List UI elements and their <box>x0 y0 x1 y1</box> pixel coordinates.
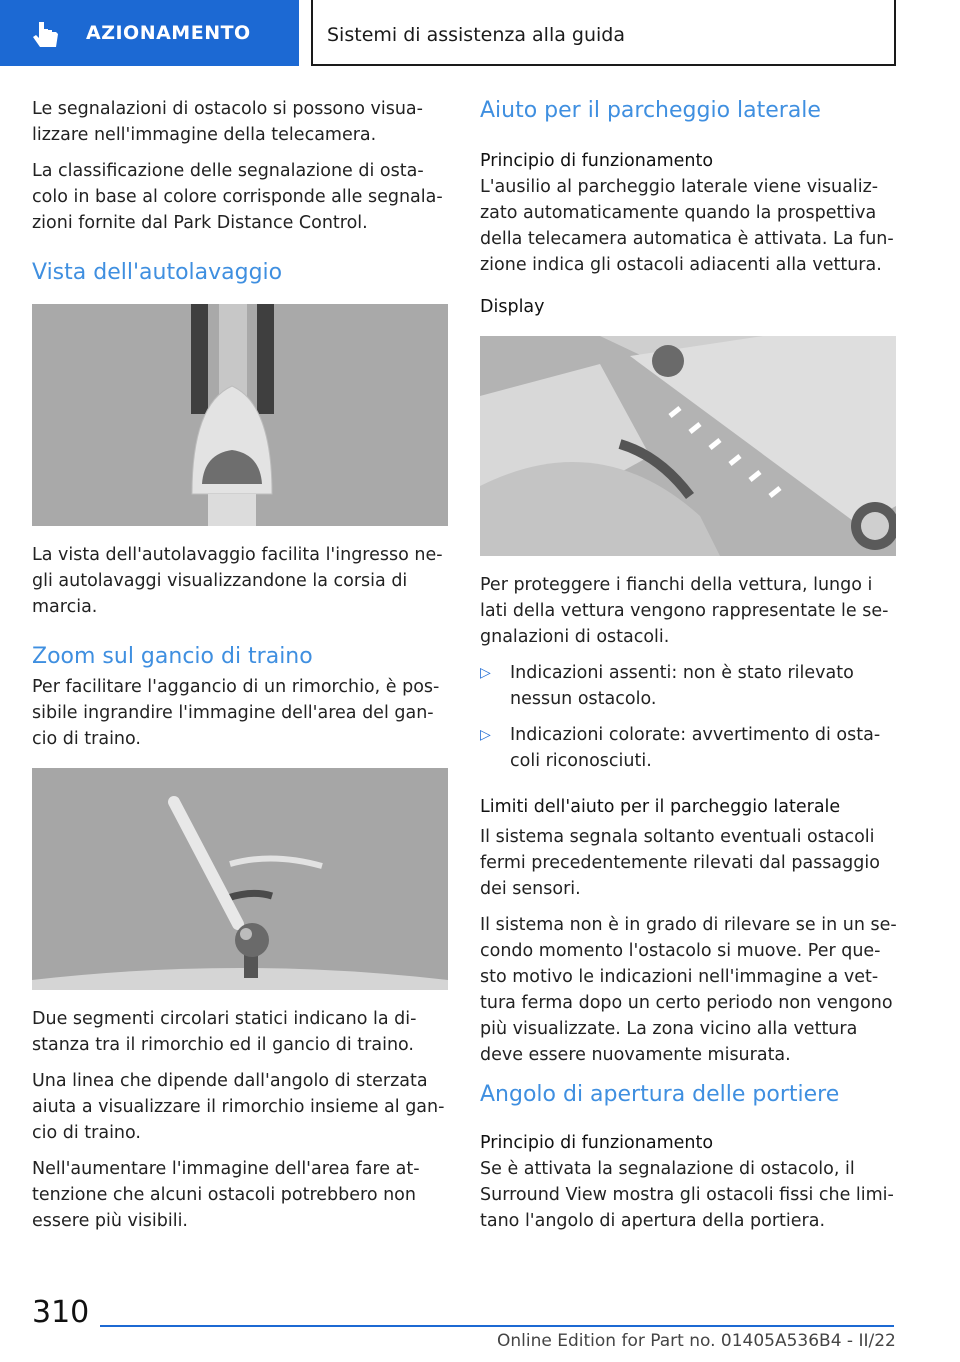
right-column <box>480 96 898 1244</box>
heading-towbar-zoom: Zoom sul gancio di traino <box>32 644 313 669</box>
hand-pointer-icon <box>30 18 64 52</box>
section-tab[interactable] <box>0 0 299 66</box>
footer-divider <box>100 1325 894 1327</box>
paragraph-obstacle-display: Le segnalazioni di ostacolo si possono visua-lizzare nell'immagine della telecamera. <box>32 99 423 145</box>
paragraph-limits-2: Il sistema non è in grado di rilevare se in un se-condo momento l'ostacolo si muove. Per que-sto motivo le indicazioni nell'immagine a vet-tura ferma dopo un certo periodo non vengono più visualizzate. La zona vicino alla vettura deve essere nuovamente misurata. <box>480 915 897 1065</box>
paragraph-towbar-zoom: Per facilitare l'aggancio di un rimorchio, è pos-sibile ingrandire l'immagine dell'area del gan-cio di traino. <box>32 677 440 749</box>
paragraph-steering-line: Una linea che dipende dall'angolo di sterzata aiuta a visualizzare il rimorchio insieme al gan-cio di traino. <box>32 1071 445 1143</box>
list-item <box>480 722 898 774</box>
triangle-bullet-icon: ▷ <box>480 665 491 681</box>
paragraph-limits-1: Il sistema segnala soltanto eventuali ostacoli fermi precedentemente rilevati dal passaggio dei sensori. <box>480 827 880 899</box>
page-number: 310 <box>32 1295 90 1330</box>
heading-side-parking-assist: Aiuto per il parcheggio laterale <box>480 98 821 123</box>
list-item-text: Indicazioni assenti: non è stato rilevato nessun ostacolo. <box>510 663 854 709</box>
section-tab-label: AZIONAMENTO <box>86 22 251 44</box>
left-column <box>32 96 450 1244</box>
car-wash-view-image <box>32 304 448 526</box>
subheading-display: Display <box>480 297 545 317</box>
header-divider <box>311 0 313 66</box>
side-parking-display-image <box>480 336 896 556</box>
subheading-door-principle: Principio di funzionamento <box>480 1133 714 1153</box>
paragraph-circle-segments: Due segmenti circolari statici indicano la di-stanza tra il rimorchio ed il gancio di traino. <box>32 1009 417 1055</box>
footer-edition: Online Edition for Part no. 01405A536B4 - II/22 <box>497 1331 896 1351</box>
list-item <box>480 660 898 712</box>
towbar-zoom-image <box>32 768 448 990</box>
heading-door-opening-angle: Angolo di apertura delle portiere <box>480 1082 840 1107</box>
subheading-principle: Principio di funzionamento <box>480 151 714 171</box>
heading-car-wash-view: Vista dell'autolavaggio <box>32 260 283 285</box>
paragraph-color-classification: La classificazione delle segnalazione di osta-colo in base al colore corrisponde alle segnala-zioni fornite dal Park Distance Control. <box>32 161 443 233</box>
paragraph-side-protection: Per proteggere i fianchi della vettura, lungo i lati della vettura vengono rappresentate le se-gnalazioni di ostacoli. <box>480 575 889 647</box>
subheading-side-limits: Limiti dell'aiuto per il parcheggio laterale <box>480 797 841 817</box>
indication-list <box>480 660 898 774</box>
paragraph-car-wash-view: La vista dell'autolavaggio facilita l'ingresso ne-gli autolavaggi visualizzandone la corsia di marcia. <box>32 545 443 617</box>
list-item-text: Indicazioni colorate: avvertimento di osta-coli riconosciuti. <box>510 725 881 771</box>
triangle-bullet-icon: ▷ <box>480 727 491 743</box>
page-title: Sistemi di assistenza alla guida <box>327 24 626 46</box>
paragraph-zoom-warning: Nell'aumentare l'immagine dell'area fare at-tenzione che alcuni ostacoli potrebbero non essere più visibili. <box>32 1159 420 1231</box>
paragraph-side-principle: L'ausilio al parcheggio laterale viene visualiz-zato automaticamente quando la prospettiva della telecamera automatica è attivata. La fun-zione indica gli ostacoli adiacenti alla vettura. <box>480 177 894 275</box>
paragraph-door-principle: Se è attivata la segnalazione di ostacolo, il Surround View mostra gli ostacoli fissi che limi-tano l'angolo di apertura della portiera. <box>480 1159 894 1231</box>
